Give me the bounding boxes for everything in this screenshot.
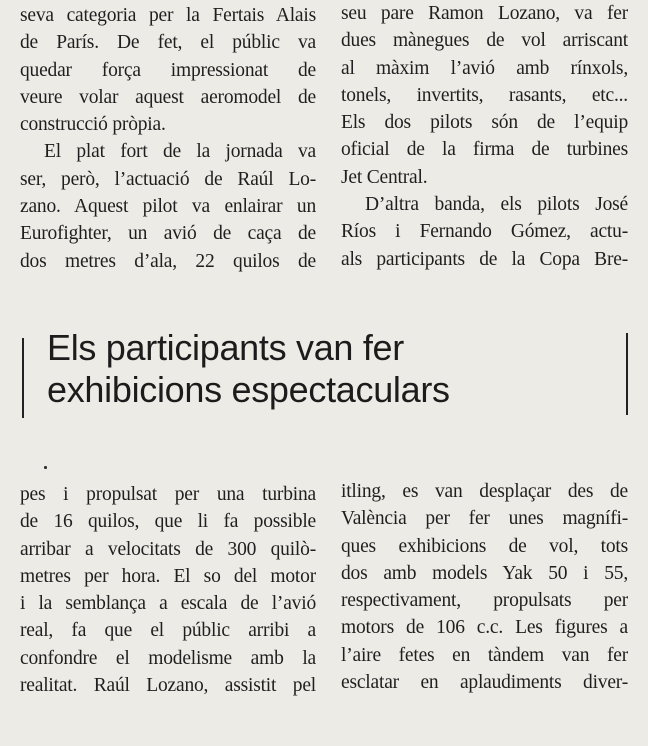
article-column-bottom-left [20, 481, 316, 699]
headline-line: exhibicions espectaculars [47, 369, 450, 410]
headline-rule-right [626, 333, 628, 415]
text-line: esclatar en aplaudiments diver- [341, 672, 628, 694]
text-line: construcció pròpia. [20, 114, 166, 136]
text-line: zano. Aquest pilot va enlairar un [20, 196, 316, 218]
text-line: i la semblança a escala de l’avió [20, 593, 316, 615]
text-line: real, fa que el públic arribi a [20, 620, 316, 642]
text-line: dos amb models Yak 50 i 55, [341, 562, 628, 584]
article-column-top-left [20, 2, 316, 275]
text-line: dues mànegues de vol arriscant [341, 30, 628, 52]
text-line: seu pare Ramon Lozano, va fer [341, 3, 628, 24]
text-line: pes i propulsat per una turbina [20, 484, 316, 505]
text-line: quedar força impressionat de [20, 59, 316, 81]
print-speck [44, 466, 47, 469]
text-line: respectivament, propulsats per [341, 590, 628, 612]
text-line: oficial de la firma de turbines [341, 139, 628, 161]
headline-line: Els participants van fer [47, 327, 404, 368]
text-line: confondre el modelisme amb la [20, 647, 316, 669]
text-line: de 16 quilos, que li fa possible [20, 511, 316, 533]
text-line: El plat fort de la jornada va [44, 141, 316, 163]
text-line: ques exhibicions de vol, tots [341, 535, 628, 557]
text-line: D’altra banda, els pilots José [365, 194, 628, 216]
text-line: de París. De fet, el públic va [20, 32, 316, 54]
text-line: Eurofighter, un avió de caça de [20, 223, 316, 245]
headline-rule-left [22, 338, 24, 418]
text-line: arribar a velocitats de 300 quilò- [20, 538, 316, 560]
text-line: València per fer unes magnífi- [341, 508, 628, 530]
text-line: al màxim l’avió amb rínxols, [341, 57, 628, 79]
text-line: dos metres d’ala, 22 quilos de [20, 250, 316, 272]
article-headline [47, 327, 617, 411]
text-line: als participants de la Copa Bre- [341, 248, 628, 270]
text-line: l’aire fetes en tàndem van fer [341, 644, 628, 666]
article-column-bottom-right [341, 478, 628, 696]
text-line: ser, però, l’actuació de Raúl Lo- [20, 168, 316, 190]
text-line: metres per hora. El so del motor [20, 565, 316, 587]
text-line: itling, es van desplaçar des de [341, 481, 628, 502]
text-line: veure volar aquest aeromodel de [20, 86, 316, 108]
text-line: tonels, invertits, rasants, etc... [341, 84, 628, 106]
text-line: seva categoria per la Fertais Alais [20, 5, 316, 26]
text-line: motors de 106 c.c. Les figures a [341, 617, 628, 639]
text-line: Els dos pilots són de l’equip [341, 112, 628, 134]
text-line: Jet Central. [341, 166, 428, 188]
text-line: Ríos i Fernando Gómez, actu- [341, 221, 628, 243]
text-line: realitat. Raúl Lozano, assistit pel [20, 675, 316, 697]
article-column-top-right [341, 0, 628, 273]
